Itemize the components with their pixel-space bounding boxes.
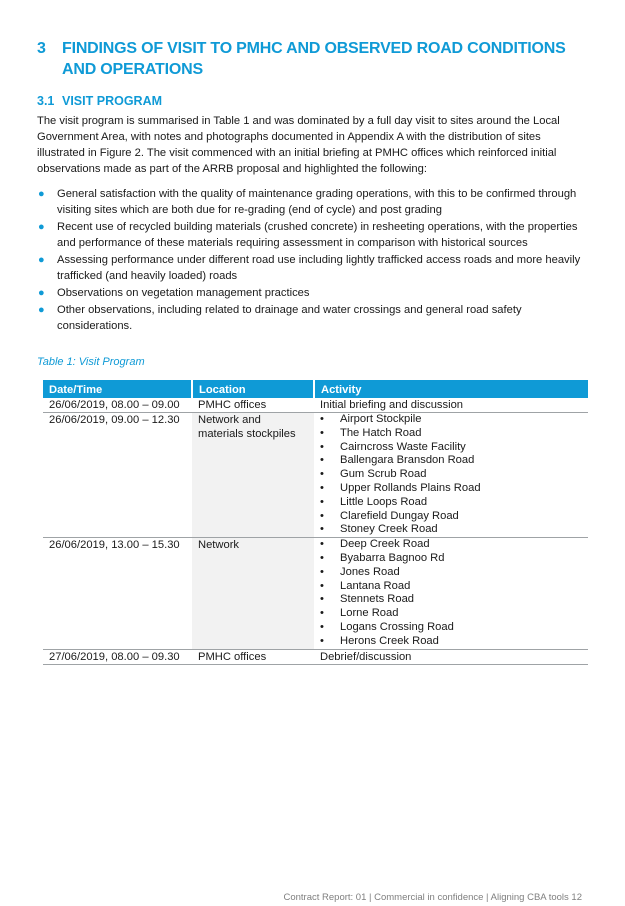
- cell-location: PMHC offices: [192, 649, 314, 664]
- list-item: [320, 427, 582, 441]
- cell-activity: [314, 538, 588, 649]
- list-item: [320, 454, 582, 468]
- bullet-text: Other observations, including related to drainage and water crossings and general road safety considerations.: [57, 304, 522, 332]
- list-item: [37, 219, 589, 251]
- bullet-icon: •: [320, 538, 324, 551]
- cell-activity: Debrief/discussion: [314, 649, 588, 664]
- page-footer: Contract Report: 01 | Commercial in confidence | Aligning CBA tools 12: [283, 892, 582, 903]
- bullet-icon: ●: [38, 287, 45, 299]
- list-item: [320, 635, 582, 649]
- activity-item: Clarefield Dungay Road: [340, 509, 459, 522]
- section-heading: [37, 38, 597, 80]
- activity-item: The Hatch Road: [340, 426, 422, 439]
- bullet-text: Assessing performance under different road use including lightly trafficked access roads and more heavily trafficked (and heavily loaded) roads: [57, 254, 581, 282]
- activity-item: Airport Stockpile: [340, 413, 422, 425]
- bullet-icon: •: [320, 509, 324, 522]
- list-item: [320, 413, 582, 427]
- list-item: [320, 566, 582, 580]
- table-row: [43, 649, 588, 664]
- activity-item: Jones Road: [340, 565, 400, 578]
- activity-item: Byabarra Bagnoo Rd: [340, 551, 445, 564]
- list-item: [320, 482, 582, 496]
- bullet-icon: •: [320, 565, 324, 578]
- activity-item: Logans Crossing Road: [340, 620, 454, 633]
- bullet-icon: •: [320, 440, 324, 453]
- activity-list: [320, 538, 582, 648]
- list-item: [320, 496, 582, 510]
- activity-item: Lorne Road: [340, 607, 399, 620]
- activity-item: Stennets Road: [340, 593, 415, 606]
- list-item: [320, 510, 582, 524]
- cell-location: Network and materials stockpiles: [192, 413, 314, 538]
- cell-date-time: 26/06/2019, 08.00 – 09.00: [43, 398, 192, 413]
- list-item: [320, 552, 582, 566]
- bullet-icon: ●: [38, 221, 45, 233]
- bullet-icon: •: [320, 620, 324, 633]
- bullet-icon: •: [320, 426, 324, 439]
- cell-location: Network: [192, 538, 314, 649]
- bullet-icon: •: [320, 579, 324, 592]
- list-item: [37, 186, 589, 218]
- bullet-icon: •: [320, 413, 324, 425]
- bullet-text: Observations on vegetation management practices: [57, 287, 310, 299]
- section-title: FINDINGS OF VISIT TO PMHC AND OBSERVED ROAD CONDITIONS AND OPERATIONS: [62, 40, 566, 78]
- activity-item: Gum Scrub Road: [340, 468, 427, 481]
- list-item: [320, 580, 582, 594]
- cell-date-time: 26/06/2019, 13.00 – 15.30: [43, 538, 192, 649]
- table-body: [43, 398, 588, 664]
- table-row: [43, 413, 588, 538]
- cell-date-time: 26/06/2019, 09.00 – 12.30: [43, 413, 192, 538]
- bullet-icon: •: [320, 551, 324, 564]
- activity-item: Lantana Road: [340, 579, 411, 592]
- list-item: [320, 523, 582, 537]
- list-item: [37, 285, 589, 301]
- bullet-text: General satisfaction with the quality of maintenance grading operations, with this to be confirmed through visiting sites which are both due for re-grading (end of cycle) and post grading: [57, 188, 577, 216]
- list-item: [320, 538, 582, 552]
- cell-activity: Initial briefing and discussion: [314, 398, 588, 413]
- bullet-icon: •: [320, 454, 324, 467]
- list-item: [320, 593, 582, 607]
- findings-bullet-list: [37, 186, 589, 335]
- list-item: [37, 302, 589, 334]
- bullet-text: Recent use of recycled building materials (crushed concrete) in resheeting operations, with the properties and performance of these materials requiring assessment in comparison with historical sources: [57, 221, 578, 249]
- table-row: [43, 538, 588, 649]
- activity-item: Ballengara Bransdon Road: [340, 454, 475, 467]
- list-item: [320, 621, 582, 635]
- bullet-icon: •: [320, 495, 324, 508]
- bullet-icon: •: [320, 607, 324, 620]
- activity-item: Herons Creek Road: [340, 634, 439, 647]
- table-header-row: [43, 380, 588, 398]
- list-item: [320, 441, 582, 455]
- activity-item: Stoney Creek Road: [340, 523, 438, 536]
- header-date-time: Date/Time: [43, 380, 192, 398]
- table-caption: Table 1: Visit Program: [37, 356, 145, 368]
- table-row: [43, 398, 588, 413]
- cell-activity: [314, 413, 588, 538]
- activity-item: Upper Rollands Plains Road: [340, 481, 481, 494]
- bullet-icon: ●: [38, 254, 45, 266]
- activity-list: [320, 413, 582, 537]
- intro-paragraph: The visit program is summarised in Table 1 and was dominated by a full day visit to sites around the Local Government Area, with notes and photographs documented in Appendix A with the distribution of sites illustrated in Figure 2. The visit commenced with an initial briefing at PMHC offices which reinforced initial observations made as part of the ARRB proposal and highlighted the following:: [37, 115, 560, 175]
- header-location: Location: [192, 380, 314, 398]
- visit-program-table: [43, 380, 588, 665]
- subsection-title: VISIT PROGRAM: [62, 94, 163, 108]
- cell-date-time: 27/06/2019, 08.00 – 09.30: [43, 649, 192, 664]
- list-item: [37, 252, 589, 284]
- bullet-icon: ●: [38, 188, 45, 200]
- bullet-icon: •: [320, 593, 324, 606]
- bullet-icon: •: [320, 481, 324, 494]
- subsection-heading: [37, 93, 162, 109]
- activity-item: Little Loops Road: [340, 495, 428, 508]
- bullet-icon: •: [320, 523, 324, 536]
- activity-item: Cairncross Waste Facility: [340, 440, 466, 453]
- section-number: 3: [37, 40, 46, 57]
- activity-item: Deep Creek Road: [340, 538, 430, 551]
- list-item: [320, 607, 582, 621]
- list-item: [320, 468, 582, 482]
- header-activity: Activity: [314, 380, 588, 398]
- bullet-icon: •: [320, 634, 324, 647]
- cell-location: PMHC offices: [192, 398, 314, 413]
- bullet-icon: •: [320, 468, 324, 481]
- bullet-icon: ●: [38, 304, 45, 316]
- subsection-number: 3.1: [37, 94, 55, 108]
